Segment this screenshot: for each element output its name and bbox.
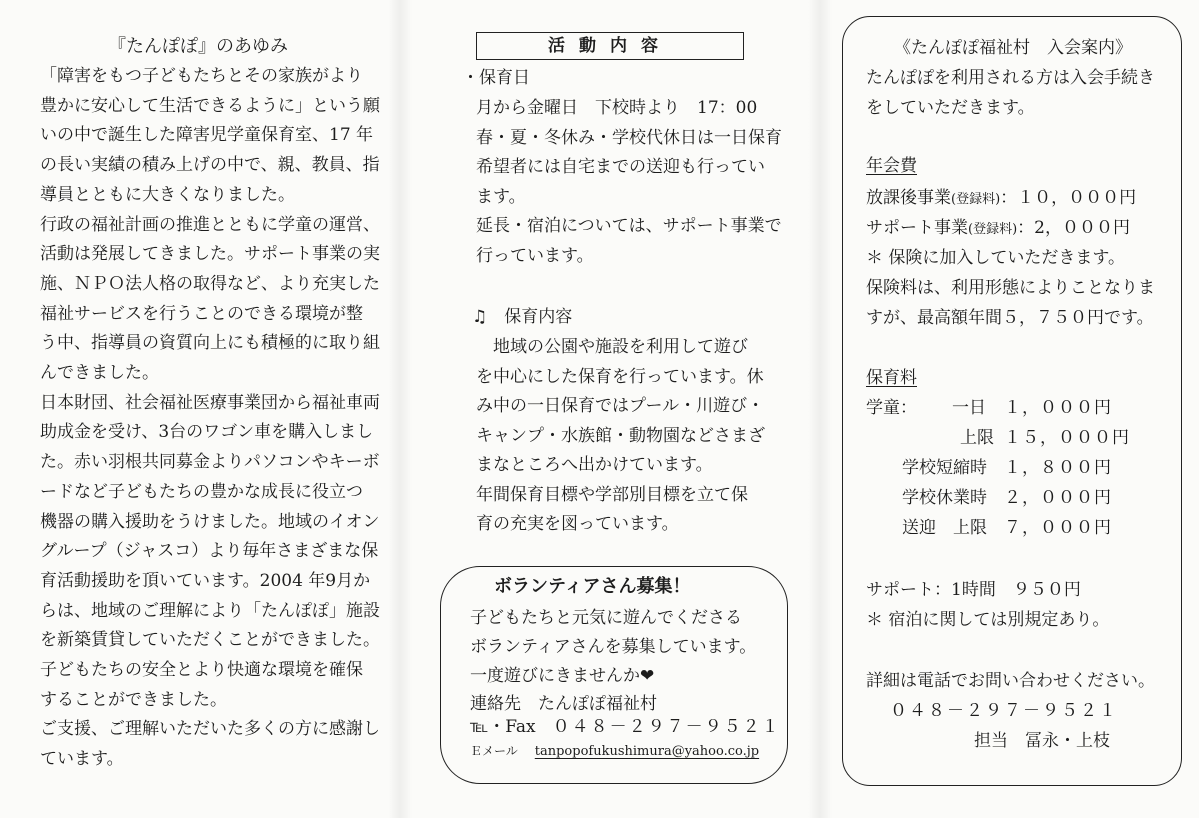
care-fee-value: １，８００円 (1004, 458, 1112, 478)
history-line: う中、指導員の資質向上にも積極的に取り組 (40, 333, 380, 354)
care-days-line: 春・夏・冬休み・学校代休日は一日保育 (476, 127, 782, 148)
history-line: らは、地域のご理解により「たんぽぽ」施設 (40, 600, 380, 621)
volunteer-line: ボランティアさんを募集しています。 (470, 637, 757, 657)
volunteer-title: ボランティアさん募集！ (494, 576, 691, 597)
care-content-line: キャンプ・水族館・動物園などさまざ (476, 425, 765, 446)
history-line: 豊かに安心して生活できるように」という願 (40, 95, 380, 116)
care-fee-category: 学童： (866, 398, 917, 418)
inquiry-text: 詳細は電話でお問い合わせください。 (866, 671, 1155, 691)
volunteer-contact (470, 696, 657, 713)
care-fee-label: 学校短縮時 (902, 458, 987, 478)
care-days-line: 行っています。 (476, 245, 594, 266)
care-fee-label: 一日 (952, 398, 986, 418)
history-line: 「障害をもつ子どもたちとその家族がより (40, 66, 363, 86)
history-line: の長い実績の積み上げの中で、親、教員、指 (40, 155, 380, 176)
care-fee-label: 上限 (960, 428, 994, 448)
care-fee-value: ２，０００円 (1004, 488, 1112, 508)
volunteer-tel (470, 719, 781, 736)
history-line: 福祉サービスを行うことのできる環境が整 (40, 303, 363, 324)
history-line: 日本財団、社会福祉医療事業団から福祉車両 (40, 392, 380, 413)
care-fee-label: 送迎 上限 (902, 518, 987, 538)
intro-line: たんぽぽを利用される方は入会手続き (866, 68, 1155, 88)
insurance-line: ＊ 保険に加入していただきます。 (866, 248, 1126, 268)
care-content-line: 年間保育目標や学部別目標を立て保 (476, 484, 748, 505)
history-line: を新築賃貸していただくことができました。 (40, 630, 380, 651)
insurance-line: すが、最高額年間５，７５０円です。 (866, 308, 1154, 328)
care-fee-value: １，０００円 (1004, 398, 1112, 418)
care-content-line: を中心にした保育を行っています。休 (476, 366, 764, 387)
history-line: 機器の購入援助をうけました。地域のイオン (40, 511, 380, 532)
history-line: んできました。 (40, 363, 159, 383)
care-content-line: 育の充実を図っています。 (476, 514, 679, 534)
history-line: ご支援、ご理解いただいた多くの方に感謝し (40, 719, 380, 740)
history-line: グループ（ジャスコ）より毎年さまざまな保 (40, 541, 379, 562)
contact-person: 担当 冨永・上枝 (974, 731, 1110, 751)
history-line: 育活動援助を頂いています。2004 年9月か (40, 570, 371, 591)
care-content-line: まなところへ出かけています。 (476, 455, 713, 475)
tel-number: ０４８－２９７－９５２１ (552, 717, 781, 737)
volunteer-line: 一度遊びにきませんか❤ (470, 666, 655, 686)
history-title: 『たんぽぽ』のあゆみ (108, 36, 288, 57)
fee-label: 放課後事業 (866, 188, 951, 208)
care-days-line: 延長・宿泊については、サポート事業で (476, 216, 782, 236)
annual-fee-heading: 年会費 (866, 156, 917, 176)
care-days-line: 月から金曜日 下校時より 17：00 (476, 98, 758, 118)
fee-label: サポート事業 (866, 218, 968, 238)
support-fee: サポート：1時間 ９５０円 (866, 580, 1081, 600)
care-content-heading: ♫ 保育内容 (472, 307, 573, 327)
history-line: 子どもたちの安全とより快適な環境を確保 (40, 660, 363, 680)
fee-value: ：１０，０００円 (1000, 188, 1137, 208)
history-line: た。赤い羽根共同募金よりパソコンやキーボ (40, 452, 380, 473)
phone-number: ０４８－２９７－９５２１ (890, 701, 1118, 721)
history-line: ードなど子どもたちの豊かな成長に役立つ (40, 481, 363, 502)
care-fee-label: 学校休業時 (902, 488, 987, 508)
history-line: することができました。 (40, 689, 227, 710)
overnight-note: ＊ 宿泊に関しては別規定あり。 (866, 610, 1110, 630)
care-days-line: 希望者には自宅までの送迎も行ってい (476, 157, 765, 177)
activities-title: 活動内容 (476, 32, 744, 60)
fee-note: (登録料) (968, 222, 1018, 237)
history-line: 導員とともに大きくなりました。 (40, 184, 295, 205)
email-link[interactable]: tanpopofukushimura@yahoo.co.jp (534, 744, 760, 759)
insurance-line: 保険料は、利用形態によりことなりま (866, 278, 1155, 298)
care-days-line: ます。 (476, 186, 526, 207)
history-line: 施、ＮＰＯ法人格の取得など、より充実した (40, 273, 380, 294)
volunteer-email (470, 742, 759, 759)
history-line: 活動は発展してきました。サポート事業の実 (40, 244, 380, 265)
annual-fee-row (866, 220, 1130, 237)
volunteer-line: 子どもたちと元気に遊んでくださる (470, 608, 742, 628)
history-line: いの中で誕生した障害児学童保育室、17 年 (40, 125, 374, 146)
care-fee-heading: 保育料 (866, 368, 917, 388)
membership-title: 《たんぽぽ福祉村 入会案内》 (894, 38, 1132, 58)
page-fold-1 (388, 0, 412, 818)
care-days-heading: ・保育日 (462, 68, 530, 88)
history-line: 行政の福祉計画の推進とともに学童の運営、 (40, 214, 380, 235)
fee-note: (登録料) (951, 192, 1001, 207)
tel-label: ℡・Fax (470, 717, 536, 737)
intro-line: をしていただきます。 (866, 97, 1035, 118)
history-line: 助成金を受け、3台のワゴン車を購入しまし (40, 422, 374, 443)
email-label: Ｅメール (470, 744, 518, 758)
care-content-line: 地域の公園や施設を利用して遊び (476, 337, 748, 357)
history-line: ています。 (40, 749, 124, 770)
care-fee-value: ７，０００円 (1004, 518, 1112, 538)
contact-label: 連絡先 (470, 694, 521, 714)
page-fold-2 (808, 0, 832, 818)
care-fee-value: １５，０００円 (1004, 428, 1130, 448)
care-content-line: み中の一日保育ではプール・川遊び・ (476, 396, 765, 416)
contact-org: たんぽぽ福祉村 (538, 694, 657, 714)
fee-value: ：2，０００円 (1017, 218, 1130, 238)
annual-fee-row (866, 190, 1136, 207)
